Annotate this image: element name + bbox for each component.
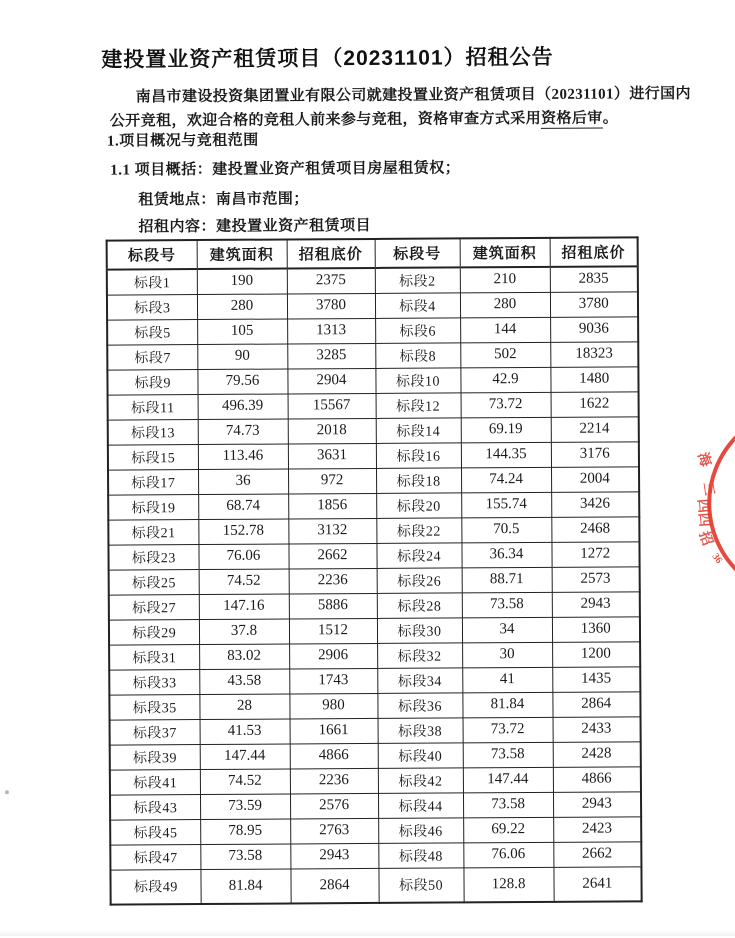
area-cell: 88.71 <box>462 567 552 593</box>
lot-id-cell: 标段45 <box>110 819 200 845</box>
lot-id-cell: 标段1 <box>107 269 197 295</box>
lot-id-cell: 标段12 <box>376 392 461 418</box>
lot-id-cell: 标段20 <box>376 492 461 518</box>
price-cell: 2904 <box>287 368 375 394</box>
area-cell: 69.22 <box>463 817 553 843</box>
area-cell: 73.58 <box>200 843 290 869</box>
lot-id-cell: 标段22 <box>376 517 461 543</box>
seal-glyph: 36 <box>709 551 725 566</box>
area-cell: 128.8 <box>463 867 553 903</box>
table-row <box>109 616 640 644</box>
price-cell: 2835 <box>550 266 638 292</box>
lot-id-cell: 标段27 <box>109 594 199 620</box>
table-row <box>110 841 641 869</box>
area-cell: 144.35 <box>461 442 551 468</box>
price-cell: 3780 <box>287 293 375 319</box>
area-cell: 152.78 <box>198 518 288 544</box>
price-cell: 1743 <box>289 668 377 694</box>
lot-id-cell: 标段33 <box>109 669 199 695</box>
price-cell: 18323 <box>550 341 638 367</box>
lot-id-cell: 标段44 <box>378 792 463 818</box>
price-cell: 3132 <box>288 518 376 544</box>
price-cell: 4866 <box>290 743 378 769</box>
underlined-term: 资格后审 <box>541 110 603 127</box>
area-cell: 280 <box>460 292 550 318</box>
lot-id-cell: 标段3 <box>107 294 197 320</box>
column-header: 建筑面积 <box>460 238 550 268</box>
area-cell: 73.58 <box>462 592 552 618</box>
table-row <box>110 716 641 744</box>
price-cell: 15567 <box>288 393 376 419</box>
clause-lease-location <box>138 187 309 209</box>
price-cell: 2943 <box>553 791 641 817</box>
lot-id-cell: 标段2 <box>375 267 460 293</box>
seal-glyph: 海 <box>694 450 713 469</box>
lot-id-cell: 标段6 <box>375 317 460 343</box>
area-cell: 74.73 <box>198 418 288 444</box>
clause-project-summary <box>110 156 460 179</box>
area-cell: 37.8 <box>199 618 289 644</box>
price-cell: 2662 <box>553 841 641 867</box>
lot-id-cell: 标段23 <box>108 544 198 570</box>
lot-id-cell: 标段15 <box>108 444 198 470</box>
table-row <box>109 641 640 669</box>
lot-id-cell: 标段48 <box>378 842 463 868</box>
table-row <box>109 591 640 619</box>
area-cell: 83.02 <box>199 643 289 669</box>
column-header: 招租底价 <box>287 239 375 269</box>
area-cell: 76.06 <box>463 842 553 868</box>
price-cell: 2662 <box>288 543 376 569</box>
price-cell: 1480 <box>550 366 638 392</box>
table-row <box>110 741 641 769</box>
lot-id-cell: 标段50 <box>378 867 463 903</box>
price-cell: 5886 <box>289 593 377 619</box>
official-seal-stamp <box>707 406 735 601</box>
area-cell: 496.39 <box>198 393 288 419</box>
area-cell: 144 <box>460 317 550 343</box>
clause-lease-location-text: 南昌市范围； <box>215 191 309 208</box>
price-cell: 2018 <box>288 418 376 444</box>
lot-id-cell: 标段30 <box>377 617 462 643</box>
area-cell: 79.56 <box>197 368 287 394</box>
document-title: 建投置业资产租赁项目（20231101）招租公告 <box>101 45 554 72</box>
lots-table <box>106 236 643 905</box>
area-cell: 73.72 <box>461 392 551 418</box>
table-row <box>110 766 641 794</box>
intro-line-1: 南昌市建设投资集团置业有限公司就建投置业资产租赁项目（20231101）进行国内 <box>135 86 691 106</box>
lot-id-cell: 标段17 <box>108 469 198 495</box>
clause-project-summary-text: 建投置业资产租赁项目房屋租赁权； <box>212 160 461 178</box>
table-row <box>109 666 640 694</box>
area-cell: 210 <box>460 267 550 293</box>
price-cell: 2641 <box>553 866 641 902</box>
price-cell: 2468 <box>551 516 639 542</box>
table-row <box>108 516 639 544</box>
area-cell: 81.84 <box>462 692 552 718</box>
clause-lease-content <box>138 214 371 236</box>
area-cell: 36.34 <box>461 542 551 568</box>
price-cell: 2375 <box>287 268 375 294</box>
price-cell: 1313 <box>287 318 375 344</box>
area-cell: 70.5 <box>461 517 551 543</box>
price-cell: 1435 <box>552 666 640 692</box>
price-cell: 1512 <box>289 618 377 644</box>
column-header: 建筑面积 <box>197 239 287 269</box>
price-cell: 980 <box>289 693 377 719</box>
lot-id-cell: 标段14 <box>376 417 461 443</box>
lot-id-cell: 标段39 <box>110 744 200 770</box>
lot-id-cell: 标段46 <box>378 817 463 843</box>
table-row <box>107 366 638 394</box>
lot-id-cell: 标段31 <box>109 644 199 670</box>
lot-id-cell: 标段7 <box>107 344 197 370</box>
table-row <box>110 791 641 819</box>
column-header: 标段号 <box>375 238 460 268</box>
table-row <box>108 491 639 519</box>
lot-id-cell: 标段4 <box>375 292 460 318</box>
lot-id-cell: 标段35 <box>109 694 199 720</box>
price-cell: 3631 <box>288 443 376 469</box>
table-row <box>110 816 641 844</box>
lot-id-cell: 标段37 <box>110 719 200 745</box>
area-cell: 36 <box>198 468 288 494</box>
price-cell: 1622 <box>551 391 639 417</box>
area-cell: 69.19 <box>461 417 551 443</box>
price-cell: 9036 <box>550 316 638 342</box>
price-cell: 2236 <box>290 768 378 794</box>
area-cell: 41.53 <box>200 718 290 744</box>
column-header: 招租底价 <box>550 237 638 267</box>
table-row <box>108 391 639 419</box>
lot-id-cell: 标段16 <box>376 442 461 468</box>
price-cell: 2943 <box>552 591 640 617</box>
lot-id-cell: 标段42 <box>378 767 463 793</box>
price-cell: 1272 <box>551 541 639 567</box>
clause-project-summary-label: 1.1 项目概括： <box>110 161 213 179</box>
area-cell: 74.52 <box>199 568 289 594</box>
table-row <box>109 691 640 719</box>
lot-id-cell: 标段19 <box>108 494 198 520</box>
price-cell: 3176 <box>551 441 639 467</box>
price-cell: 2864 <box>552 691 640 717</box>
price-cell: 1200 <box>552 641 640 667</box>
area-cell: 105 <box>197 318 287 344</box>
lot-id-cell: 标段18 <box>376 467 461 493</box>
section-1-heading: 1.项目概况与竞租范围 <box>106 132 259 150</box>
scan-speck <box>5 790 9 794</box>
table-row <box>108 541 639 569</box>
area-cell: 73.72 <box>463 717 553 743</box>
seal-glyph: 四四 <box>694 498 712 528</box>
area-cell: 147.16 <box>199 593 289 619</box>
column-header: 标段号 <box>107 240 197 270</box>
price-cell: 3426 <box>551 491 639 517</box>
area-cell: 34 <box>462 617 552 643</box>
table-row <box>110 866 641 904</box>
clause-lease-content-text: 建投置业资产租赁项目 <box>215 217 372 235</box>
price-cell: 972 <box>288 468 376 494</box>
clause-lease-content-label: 招租内容： <box>138 218 217 236</box>
area-cell: 90 <box>197 343 287 369</box>
lot-id-cell: 标段29 <box>109 619 199 645</box>
area-cell: 68.74 <box>198 493 288 519</box>
lot-id-cell: 标段8 <box>375 342 460 368</box>
area-cell: 76.06 <box>198 543 288 569</box>
table-row <box>108 466 639 494</box>
area-cell: 73.58 <box>463 742 553 768</box>
lot-id-cell: 标段38 <box>378 717 463 743</box>
lot-id-cell: 标段5 <box>107 319 197 345</box>
area-cell: 81.84 <box>200 868 290 904</box>
lot-id-cell: 标段26 <box>377 567 462 593</box>
area-cell: 78.95 <box>200 818 290 844</box>
price-cell: 2428 <box>553 741 641 767</box>
price-cell: 1856 <box>288 493 376 519</box>
lot-id-cell: 标段28 <box>377 592 462 618</box>
area-cell: 42.9 <box>460 367 550 393</box>
price-cell: 2763 <box>290 818 378 844</box>
lot-id-cell: 标段47 <box>110 844 200 870</box>
lot-id-cell: 标段21 <box>108 519 198 545</box>
clause-lease-location-label: 租赁地点： <box>138 191 216 209</box>
area-cell: 41 <box>462 667 552 693</box>
price-cell: 3285 <box>287 343 375 369</box>
lot-id-cell: 标段43 <box>110 794 200 820</box>
price-cell: 2236 <box>289 568 377 594</box>
area-cell: 280 <box>197 293 287 319</box>
lot-id-cell: 标段34 <box>377 667 462 693</box>
lot-id-cell: 标段9 <box>107 369 197 395</box>
area-cell: 147.44 <box>463 767 553 793</box>
price-cell: 2214 <box>551 416 639 442</box>
lot-id-cell: 标段32 <box>377 642 462 668</box>
area-cell: 190 <box>197 268 287 294</box>
price-cell: 2433 <box>553 716 641 742</box>
lots-table-header <box>107 237 638 269</box>
price-cell: 1661 <box>290 718 378 744</box>
scan-bottom-edge <box>0 930 735 936</box>
area-cell: 30 <box>462 642 552 668</box>
area-cell: 28 <box>199 693 289 719</box>
price-cell: 2423 <box>553 816 641 842</box>
area-cell: 502 <box>460 342 550 368</box>
intro-line-2-text: 公开竞租，欢迎合格的竞租人前来参与竞租，资格审查方式采用 <box>109 110 542 130</box>
price-cell: 2004 <box>551 466 639 492</box>
price-cell: 2573 <box>552 566 640 592</box>
seal-glyph: 招 <box>695 529 715 548</box>
area-cell: 73.59 <box>200 793 290 819</box>
table-row <box>107 291 638 319</box>
lot-id-cell: 标段13 <box>108 419 198 445</box>
lot-id-cell: 标段36 <box>377 692 462 718</box>
price-cell: 1360 <box>552 616 640 642</box>
area-cell: 73.58 <box>463 792 553 818</box>
intro-line-2-period: 。 <box>602 110 619 127</box>
intro-paragraph <box>109 82 691 133</box>
lot-id-cell: 标段40 <box>378 742 463 768</box>
price-cell: 2864 <box>290 868 378 904</box>
lot-id-cell: 标段10 <box>375 367 460 393</box>
lot-id-cell: 标段24 <box>376 542 461 568</box>
price-cell: 2576 <box>290 793 378 819</box>
lot-id-cell: 标段41 <box>110 769 200 795</box>
lot-id-cell: 标段25 <box>109 569 199 595</box>
table-row <box>108 441 639 469</box>
area-cell: 113.46 <box>198 443 288 469</box>
price-cell: 2906 <box>289 643 377 669</box>
area-cell: 43.58 <box>199 668 289 694</box>
table-row <box>107 316 638 344</box>
seal-glyph: 三 <box>700 481 718 497</box>
area-cell: 74.24 <box>461 467 551 493</box>
table-row <box>107 266 638 294</box>
table-row <box>108 416 639 444</box>
area-cell: 147.44 <box>200 743 290 769</box>
lot-id-cell: 标段49 <box>110 869 200 905</box>
lot-id-cell: 标段11 <box>108 394 198 420</box>
table-row <box>107 341 638 369</box>
price-cell: 3780 <box>550 291 638 317</box>
area-cell: 74.52 <box>200 768 290 794</box>
price-cell: 2943 <box>290 843 378 869</box>
price-cell: 4866 <box>553 766 641 792</box>
area-cell: 155.74 <box>461 492 551 518</box>
table-row <box>109 566 640 594</box>
